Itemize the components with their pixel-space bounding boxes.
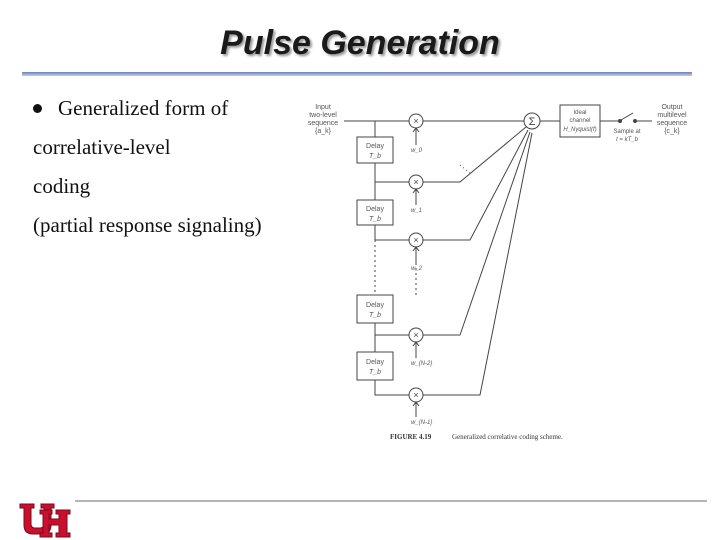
caption-figure-number: FIGURE 4.19 <box>390 433 432 441</box>
multiplier <box>409 328 423 342</box>
multiplier <box>409 114 423 128</box>
svg-text:channel: channel <box>569 118 591 124</box>
sample-label-line-2: t = kT_b <box>616 137 638 143</box>
bullet-dot-icon <box>33 104 42 113</box>
weight-label-3: w_{N-2} <box>411 361 433 367</box>
correlative-coding-diagram <box>300 95 700 450</box>
svg-text:Output: Output <box>661 104 683 111</box>
svg-text:multilevel: multilevel <box>657 112 687 119</box>
weight-label-1: w_1 <box>411 208 423 214</box>
delay-block <box>357 295 393 323</box>
delay-block <box>357 137 393 163</box>
svg-text:Ideal: Ideal <box>573 110 587 116</box>
svg-text:H_Nyquist(f): H_Nyquist(f) <box>563 127 597 133</box>
svg-text:Delay: Delay <box>366 206 384 213</box>
channel-block <box>560 105 600 137</box>
summer <box>524 113 540 129</box>
input-label-line-3: sequence <box>307 120 339 127</box>
weight-label-0: w_0 <box>411 148 423 154</box>
input-label-line-4: {a_k} <box>315 128 331 135</box>
footer-rule <box>75 500 707 502</box>
svg-text:Delay: Delay <box>366 359 384 366</box>
svg-text:T_b: T_b <box>368 312 382 319</box>
svg-text:T_b: T_b <box>368 369 382 376</box>
title-underline <box>22 72 692 76</box>
svg-text:×: × <box>413 330 419 340</box>
svg-text:×: × <box>413 116 419 126</box>
delay-block <box>357 200 393 225</box>
svg-text:Delay: Delay <box>366 143 384 150</box>
delay-block <box>357 352 393 380</box>
input-label <box>308 104 338 135</box>
svg-text:×: × <box>413 177 419 187</box>
bullet-line-2: correlative-level <box>33 135 171 159</box>
svg-text:T_b: T_b <box>368 216 382 223</box>
caption-text: Generalized correlative coding scheme. <box>452 433 563 441</box>
bullet-line-4: (partial response signaling) <box>33 213 262 237</box>
multiplier <box>409 233 423 247</box>
svg-text:×: × <box>413 390 419 400</box>
output-label <box>657 104 687 135</box>
svg-text:T_b: T_b <box>368 153 382 160</box>
uh-logo-icon <box>18 500 74 538</box>
bullet-line-3: coding <box>33 174 91 198</box>
input-label-line-1: Input <box>315 104 331 111</box>
slide-title: Pulse Generation <box>220 24 500 62</box>
bullet-line-1: Generalized form of <box>58 96 229 120</box>
input-label-line-2: two-level <box>309 112 337 119</box>
weight-label-4: w_{N-1} <box>411 420 433 426</box>
svg-text:Delay: Delay <box>366 302 384 309</box>
sample-label-line-1: Sample at <box>613 129 641 135</box>
figure-caption <box>390 433 563 441</box>
svg-text:Σ: Σ <box>528 116 536 128</box>
weight-label-2: w_2 <box>411 266 423 272</box>
multiplier <box>409 175 423 189</box>
svg-text:sequence: sequence <box>656 120 688 127</box>
svg-text:×: × <box>413 235 419 245</box>
multiplier <box>409 388 423 402</box>
bullet-item <box>33 96 228 121</box>
svg-text:{c_k}: {c_k} <box>664 128 680 135</box>
